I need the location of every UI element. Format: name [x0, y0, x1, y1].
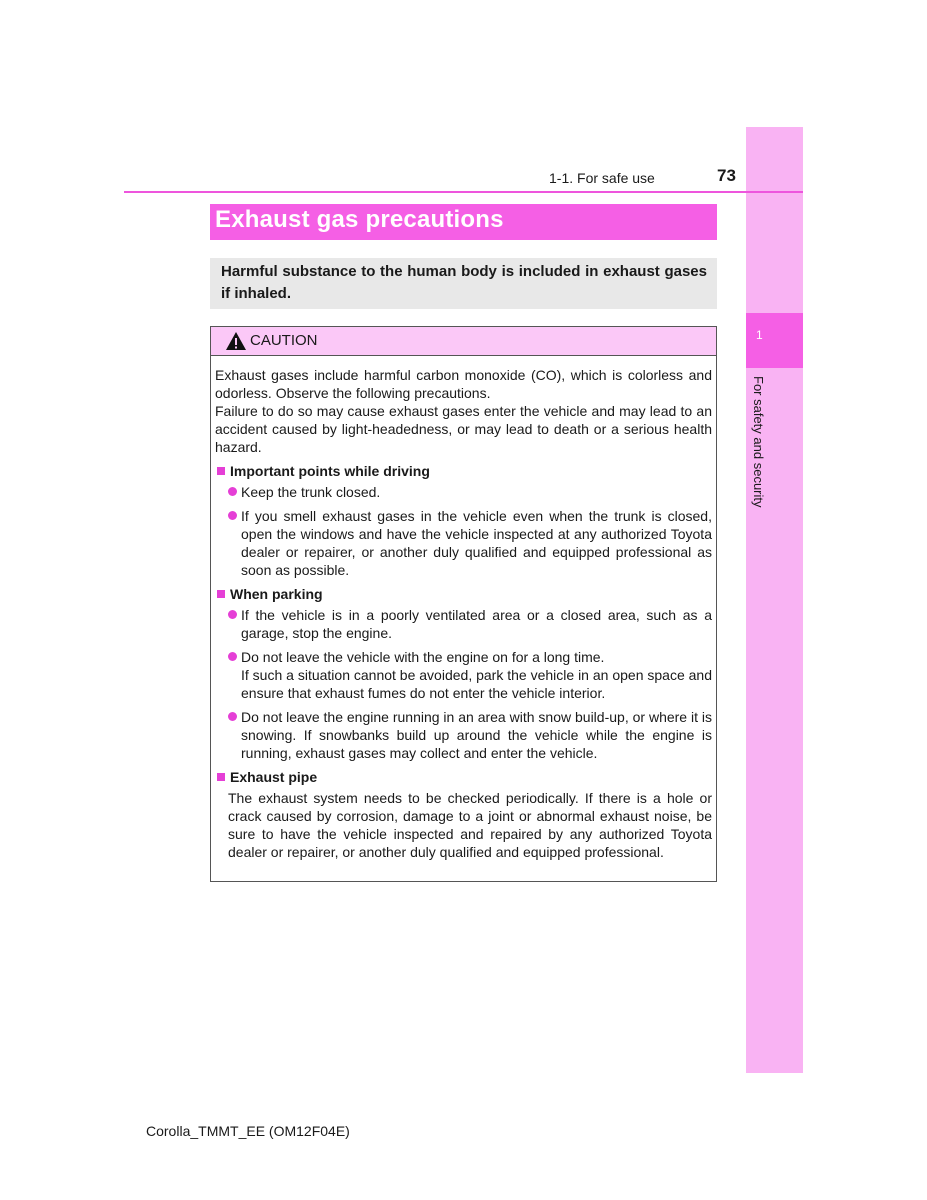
chapter-number-tab	[746, 313, 803, 368]
list-item	[228, 507, 712, 579]
list-item-text: Keep the trunk closed.	[241, 484, 381, 500]
round-bullet-icon	[228, 712, 237, 721]
section-heading	[215, 768, 712, 786]
list-item	[228, 483, 712, 501]
side-tab	[746, 127, 803, 1073]
square-bullet-icon	[217, 773, 225, 781]
round-bullet-icon	[228, 652, 237, 661]
chapter-label: For safety and security	[751, 376, 766, 508]
section-heading-text: When parking	[230, 586, 323, 602]
caution-box	[210, 326, 717, 882]
section-paragraph: The exhaust system needs to be checked periodically. If there is a hole or crack caused by corrosion, damage to a joint or abnormal exhaust noise, be sure to have the vehicle inspected and repaired by any authorized Toyota dealer or repairer, or another duly qualified and equipped professional.	[228, 790, 712, 860]
header-rule	[124, 191, 803, 193]
section-heading	[215, 585, 712, 603]
list-item	[228, 708, 712, 762]
list-item-text	[241, 648, 712, 702]
square-bullet-icon	[217, 590, 225, 598]
list-item	[228, 648, 712, 702]
list-item-text: If the vehicle is in a poorly ventilated area or a closed area, such as a garage, stop the engine.	[241, 607, 712, 641]
list-item-text: Do not leave the engine running in an area with snow build-up, or where it is snowing. If snowbanks build up around the vehicle while the engine is running, exhaust gases may collect and enter the vehicle.	[241, 709, 712, 761]
list-item	[228, 606, 712, 642]
page-number: 73	[717, 166, 736, 185]
summary-text: Harmful substance to the human body is included in exhaust gases if inhaled.	[221, 263, 707, 302]
summary-box	[210, 258, 717, 309]
section-heading	[215, 462, 712, 480]
square-bullet-icon	[217, 467, 225, 475]
caution-intro: Failure to do so may cause exhaust gases enter the vehicle and may lead to an accident caused by light-headedness, or may lead to death or a serious health hazard.	[215, 403, 712, 455]
chapter-number: 1	[756, 328, 763, 342]
section-heading-text: Important points while driving	[230, 463, 430, 479]
list-item-continuation: If such a situation cannot be avoided, park the vehicle in an open space and ensure that exhaust fumes do not enter the vehicle interior.	[241, 667, 712, 701]
caution-title: CAUTION	[250, 332, 318, 349]
list-item-text: If you smell exhaust gases in the vehicle even when the trunk is closed, open the windows and have the vehicle inspected at any authorized Toyota dealer or repairer, or another duly qualified and equipped professional as soon as possible.	[241, 508, 712, 578]
warning-triangle-icon	[225, 331, 247, 351]
round-bullet-icon	[228, 487, 237, 496]
caution-body	[215, 366, 712, 861]
caution-intro: Exhaust gases include harmful carbon monoxide (CO), which is colorless and odorless. Observe the following precautions.	[215, 367, 712, 401]
round-bullet-icon	[228, 610, 237, 619]
list-item-text-line: Do not leave the vehicle with the engine on for a long time.	[241, 649, 605, 665]
footer-text: Corolla_TMMT_EE (OM12F04E)	[146, 1123, 350, 1139]
section-heading-text: Exhaust pipe	[230, 769, 318, 785]
page-title: Exhaust gas precautions	[210, 204, 717, 240]
section-label: 1-1. For safe use	[549, 170, 655, 186]
round-bullet-icon	[228, 511, 237, 520]
caution-header	[211, 327, 716, 356]
